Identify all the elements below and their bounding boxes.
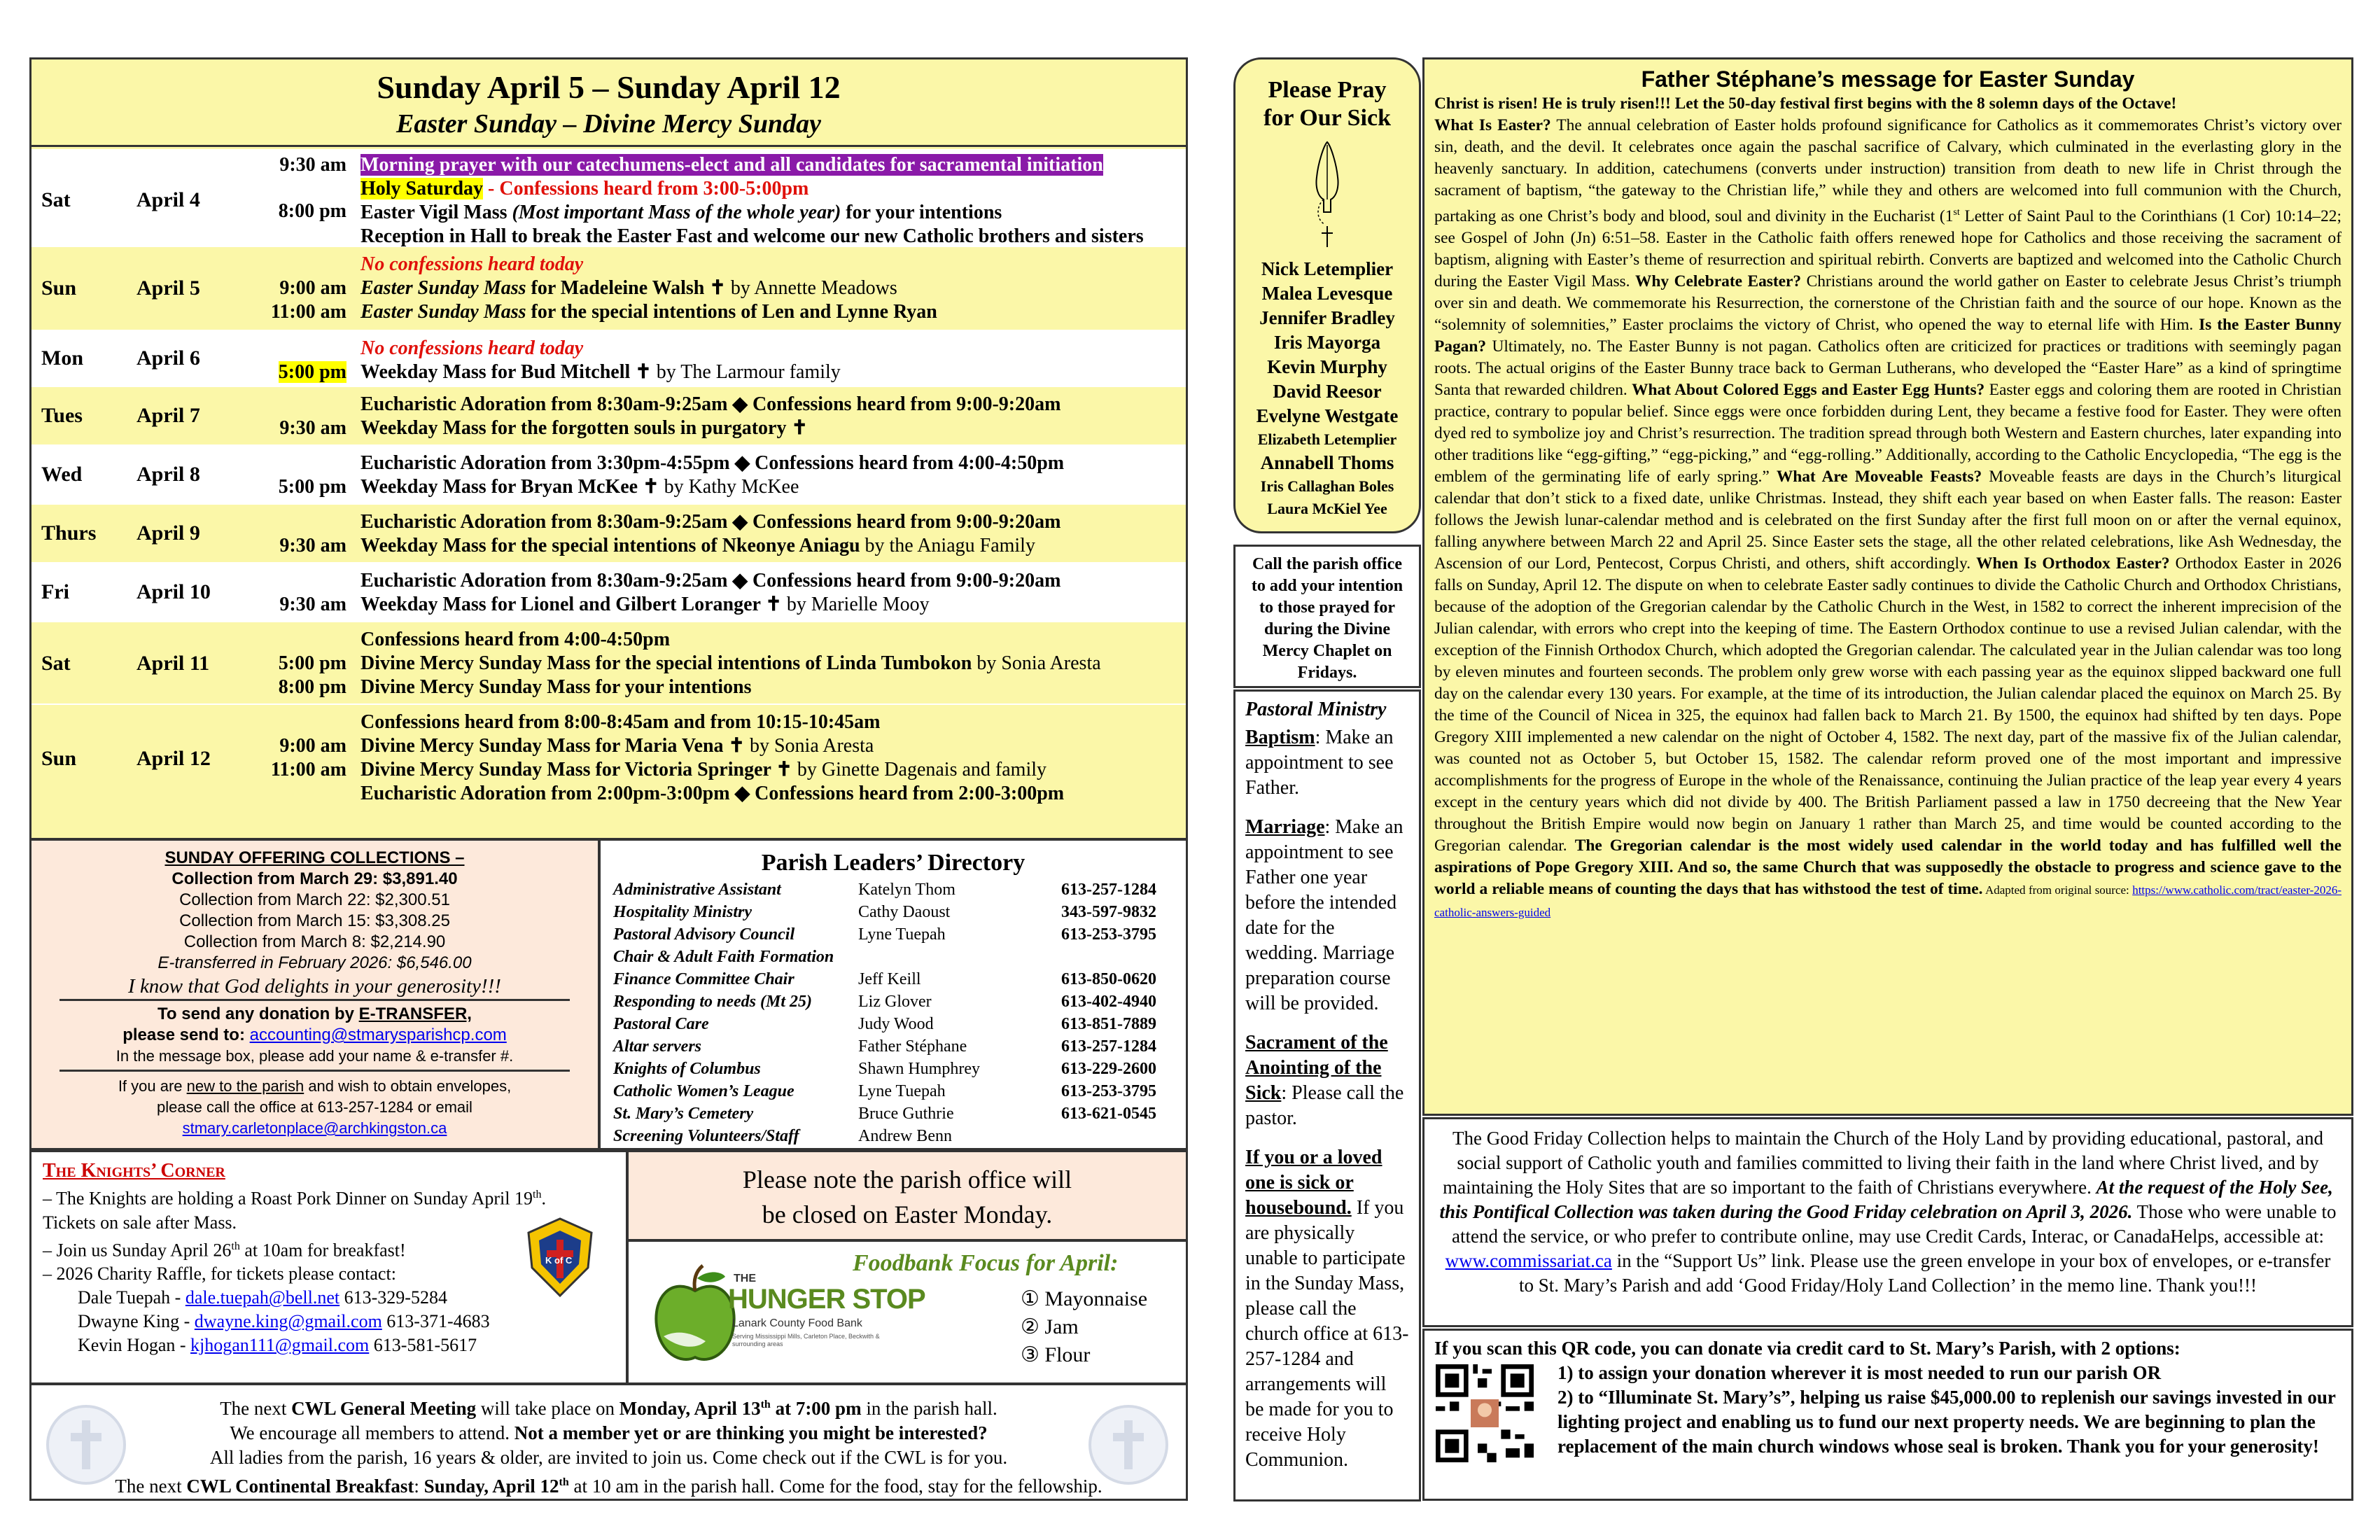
time xyxy=(241,360,346,384)
directory-name: Bruce Guthrie xyxy=(858,1105,954,1123)
sick-name: Nick Letemplier xyxy=(1261,258,1394,279)
date: April 7 xyxy=(136,404,200,427)
directory-role: Catholic Women’s League xyxy=(613,1082,794,1100)
question: What Are Moveable Feasts? xyxy=(1776,467,1982,486)
sick-name: Iris Callaghan Boles xyxy=(1260,477,1394,495)
offerings-box xyxy=(29,839,600,1150)
day: Sat xyxy=(41,188,71,211)
email-link[interactable]: kjhogan111@gmail.com xyxy=(190,1335,370,1356)
office-closed-notice xyxy=(626,1150,1188,1241)
directory-name: Judy Wood xyxy=(858,1015,934,1033)
event-text: Weekday Mass for Bryan McKee ✝ xyxy=(360,476,659,498)
day: Mon xyxy=(41,346,83,370)
schedule-row-sun-12 xyxy=(31,705,1186,810)
sup: th xyxy=(760,1399,771,1410)
event-text: by Annette Meadows xyxy=(725,277,897,299)
section-heading: If you or a loved one is sick or housebound. xyxy=(1245,1147,1382,1219)
event-text: Divine Mercy Sunday Mass for Maria Vena ✝ xyxy=(360,735,745,757)
events xyxy=(360,153,1186,248)
text: The next xyxy=(220,1398,292,1419)
directory-phone: 613-402-4940 xyxy=(1061,993,1156,1011)
directory-role: St. Mary’s Cemetery xyxy=(613,1105,754,1123)
event-text: for Madeleine Walsh ✝ xyxy=(526,277,726,299)
time: 8:00 pm xyxy=(278,200,346,222)
section-heading: Baptism xyxy=(1245,727,1315,748)
schedule-header xyxy=(31,59,1186,147)
generosity-quote: I know that God delights in your generosity!!! xyxy=(59,974,570,1001)
event-text: Eucharistic Adoration from 8:30am-9:25am ◆ Confessions heard from 9:00-9:20am xyxy=(360,511,1061,533)
section-heading: Sacrament of the Anointing of the Sick xyxy=(1245,1032,1388,1104)
time: 9:30 am xyxy=(279,594,346,615)
sick-names xyxy=(1236,257,1419,428)
events xyxy=(360,569,1186,617)
directory-row xyxy=(613,901,1173,923)
cwl-notice xyxy=(29,1383,1188,1501)
collection-line: Collection from March 8: $2,214.90 xyxy=(183,932,446,951)
sup: th xyxy=(559,1476,569,1488)
directory-row xyxy=(613,923,1173,946)
etransfer-heading xyxy=(31,1004,598,1025)
text: Orthodox Easter in 2026 falls on Sunday, April 12. The dispute on when to celebrate Easter sadly continues to divide the Catholic Church and Orthodox Christians, because of the adoption of the Gregorian calendar by the Catholic Church in the West, in 1582 to correct the inherent imprecision of the Julian calendar, with errors who crept into the keeping of time. The Eastern Orthodox continue to use a revised Julian calendar, with the exception of the Finnish Orthodox Church, which adopted the Gregorian calendar. The calculated year in the Julian calendar was too long by eleven minutes and fourteen seconds. The problem only grew worse with each passing year as the equinox slipped backward one full day on the calendar every 130 years. For example, at the time of its introduction, the Julian calendar placed the equinox on March 25. By the time of the Council of Nicea in 325, the equinox had fallen back to March 21. By 1500, the equinox had shifted by ten days. Pope Gregory XIII implemented a new calendar on the night of October 4, 1582. The next day, part of the massive fix of the Julian calendar, was counted not as October 5, but October 15, 1582. The calendar reform proved one of the most important and impressive accomplishments for the progress of Europe in the whole of the Renaissance, continuing the Julian practice of the leap year every 4 years except in the century years which did not divide by 400. The British Parliament passed a law in 1750 decreeing that the New Year throughout the British Empire would now begin on January 1 rather than March 25, and time would be counted according to the Gregorian calendar. xyxy=(1434,554,2342,855)
schedule-row-thu-9 xyxy=(31,505,1186,564)
directory-phone: 613-253-3795 xyxy=(1061,925,1156,944)
knights-line: – 2026 Charity Raffle, for tickets please contact: xyxy=(43,1264,396,1284)
date: April 11 xyxy=(136,652,210,675)
collection-line: Collection from March 29: $3,891.40 xyxy=(172,869,458,888)
anointing-section xyxy=(1245,1030,1409,1131)
events xyxy=(360,253,1186,324)
event-text: Eucharistic Adoration from 8:30am-9:25am ◆ Confessions heard from 9:00-9:20am xyxy=(360,393,1061,415)
directory-phone: 613-850-0620 xyxy=(1061,970,1156,988)
event-text: Morning prayer with our catechumens-elect and all candidates for sacramental initiation xyxy=(360,154,1103,176)
logo-the: THE xyxy=(734,1273,756,1284)
event-text: by Marielle Mooy xyxy=(781,594,930,615)
date: April 5 xyxy=(136,276,200,300)
pastoral-ministry xyxy=(1233,690,1421,1502)
text: 613-371-4683 xyxy=(382,1311,490,1332)
time: 11:00 am xyxy=(270,759,346,780)
event-text: Divine Mercy Sunday Mass for Victoria Springer ✝ xyxy=(360,759,792,780)
text: If you are physically unable to participate in the Sunday Mass, please call the church office at 613-257-1284 and arrangements will be made for you to receive Holy Communion. xyxy=(1245,1197,1409,1471)
day: Thurs xyxy=(41,522,97,545)
directory-role: Chair & Adult Faith Formation xyxy=(613,948,834,966)
event-text: Eucharistic Adoration from 3:30pm-4:55pm ◆ Confessions heard from 4:00-4:50pm xyxy=(360,452,1065,474)
directory-name xyxy=(858,946,1061,968)
events xyxy=(360,393,1186,440)
text: at 7:00 pm xyxy=(770,1398,862,1419)
text: CWL Continental Breakfast xyxy=(186,1476,414,1497)
notice-line: Please note the parish office will xyxy=(742,1166,1072,1194)
date: April 8 xyxy=(136,463,200,486)
commissariat-link[interactable]: www.commissariat.ca xyxy=(1445,1250,1612,1271)
logo-text: K of C xyxy=(545,1255,573,1266)
directory-name: Cathy Daoust xyxy=(858,903,951,921)
directory-role: Screening Volunteers/Staff xyxy=(613,1127,799,1145)
text: in the parish hall. xyxy=(861,1398,997,1419)
event-text: Holy Saturday xyxy=(360,178,484,200)
foodbank-focus xyxy=(626,1240,1188,1385)
date: April 4 xyxy=(136,188,200,211)
cwl-line xyxy=(31,1392,1186,1421)
marriage-section xyxy=(1245,815,1409,1016)
text: at 10 am in the parish hall. Come for the food, stay for the fellowship. xyxy=(568,1476,1102,1497)
new-parishioner-line xyxy=(31,1076,598,1097)
text: Letter of Saint Paul to the Corinthians (1 Cor) 10:14–22; see Gospel of John (Jn) 6:51–58. Easter in the Catholic faith offers renewed hope for Catholics and those receiving the sacrament of baptism, aligning with Easter’s theme of resurrection and spiritual rebirth. Converts are baptized and welcomed into the Catholic Church during the Easter Vigil Mass. xyxy=(1434,206,2342,290)
event-text: (Most important Mass of the whole year) xyxy=(512,202,841,223)
text: Ultimately, no. The Easter Bunny is not pagan. Catholics often are criticized for practices or traditions with seemingly pagan roots. The actual origins of the Easter Bunny trace back to German Lutherans, who developed the “Easter Hare” as a kind of springtime Santa that rewarded children. xyxy=(1434,337,2342,399)
schedule-subtitle: Easter Sunday – Divine Mercy Sunday xyxy=(396,109,821,139)
food-item: ① Mayonnaise xyxy=(1021,1287,1148,1310)
event-text: Divine Mercy Sunday Mass for your intentions xyxy=(360,676,752,698)
cwl-line xyxy=(31,1470,1186,1499)
text: Easter eggs and coloring them are rooted in Christian practice, contrary to popular belief. Since eggs were once forbidden during Lent, they became a festive food for Easter. They were often dyed red to symbolize joy and Christ’s resurrection. The tradition spread through both Western and Eastern churches, later expanding into other traditions like “egg-gifting,” “egg-picking,” and “egg-rolling.” Additionally, according to the Catholic Encyclopedia, “The egg is the emblem of the germinating life of early spring.” xyxy=(1434,380,2342,486)
text: new to the parish xyxy=(186,1077,304,1095)
directory-role: Pastoral Advisory Council xyxy=(613,925,795,944)
event-text: Easter Sunday Mass xyxy=(360,301,526,323)
pastoral-title: Pastoral Ministry xyxy=(1245,699,1387,720)
question: What About Colored Eggs and Easter Egg Hunts? xyxy=(1632,380,1985,399)
day: Sun xyxy=(41,276,77,300)
text: The annual celebration of Easter holds profound significance for Catholics as it commemorates Christ’s victory over sin, death, and the devil. It celebrates once again the paschal sacrifice of Calvary, which culminated in the everlasting glory in the heavenly sanctuary. In addition, catechumens (converts under instruction) transition from death to new life in Christ through the sacrament of baptism, “the gateway to the Christian life,” while they and others are welcomed into full communion with the Church, partaking as one Christ’s body and blood, soul and divinity in the Eucharist (1 xyxy=(1434,116,2342,225)
email-link[interactable]: dwayne.king@gmail.com xyxy=(194,1311,382,1332)
directory-name: Andrew Benn xyxy=(858,1127,952,1145)
send-line xyxy=(31,1025,598,1046)
day: Wed xyxy=(41,463,83,486)
qr-line: 1) to assign your donation wherever it is most needed to run our parish OR xyxy=(1558,1362,2162,1383)
date: April 9 xyxy=(136,522,200,545)
text: : Please call the pastor. xyxy=(1245,1082,1404,1129)
section-heading: Marriage xyxy=(1245,816,1325,838)
question: When Is Orthodox Easter? xyxy=(1976,554,2170,573)
text: Kevin Hogan - xyxy=(78,1335,191,1356)
sick-name: Elizabeth Letemplier xyxy=(1257,430,1397,448)
directory-phone: 613-621-0545 xyxy=(1061,1105,1156,1123)
text: The Good Friday Collection helps to maintain the Church of the Holy Land by providing educational, pastoral, and social support of Catholic youth and families committed to living their faith in the land where Christ lived, and by maintaining the Holy Sites that are so important to the faith of Christians everywhere. xyxy=(1443,1128,2323,1198)
event-text: Reception in Hall to break the Easter Fast and welcome our new Catholic brothers and sisters xyxy=(360,225,1144,247)
event-text: - xyxy=(483,178,500,200)
directory-role: Knights of Columbus xyxy=(613,1060,761,1078)
question: Why Celebrate Easter? xyxy=(1635,272,1802,290)
conclusion: The Gregorian calendar is the most widely used calendar in the world today and has fulfilled well the aspirations of Pope Gregory XIII. And so, the same Church that was supposedly the obstacle to progress and science gave to the world a reliable means of counting the days that has withstood the test of time. xyxy=(1434,836,2342,898)
etransfer-word: E-TRANSFER, xyxy=(358,1004,472,1023)
date: April 10 xyxy=(136,580,211,603)
event-text: by Sonia Aresta xyxy=(744,735,874,757)
send-label: please send to: xyxy=(122,1026,250,1044)
directory-name: Lyne Tuepah xyxy=(858,1082,946,1100)
sup: st xyxy=(1953,207,1960,218)
text: CWL General Meeting xyxy=(291,1398,477,1419)
food-item: ② Jam xyxy=(1021,1315,1079,1338)
event-text: Confessions heard from 3:00-5:00pm xyxy=(499,178,809,200)
directory-name: Shawn Humphrey xyxy=(858,1060,980,1078)
text: Sunday, April 12 xyxy=(424,1476,559,1497)
event-text: Eucharistic Adoration from 2:00pm-3:00pm ◆ Confessions heard from 2:00-3:00pm xyxy=(360,783,1065,804)
email-text[interactable]: stmary.carletonplace@archkingston.ca xyxy=(182,1119,447,1137)
sick-name: Kevin Murphy xyxy=(1267,356,1387,377)
etransfer-text: To send any donation by xyxy=(158,1004,359,1023)
events xyxy=(360,628,1186,699)
directory-row xyxy=(613,968,1173,990)
text: : Make an appointment to see Father. xyxy=(1245,727,1394,799)
day: Sat xyxy=(41,652,71,675)
text: 613-329-5284 xyxy=(340,1287,447,1308)
directory-role: Administrative Assistant xyxy=(613,881,781,899)
time: 9:30 am xyxy=(279,417,346,439)
event-text: Weekday Mass for the forgotten souls in purgatory ✝ xyxy=(360,417,808,439)
pray-title: Please Pray xyxy=(1268,77,1387,103)
text: Dwayne King - xyxy=(78,1311,195,1332)
time: 11:00 am xyxy=(270,301,346,323)
call-office-line: please call the office at 613-257-1284 or email xyxy=(157,1098,472,1116)
foodbank-items xyxy=(1021,1285,1147,1369)
hunger-stop-logo xyxy=(650,1263,925,1375)
event-text: by The Larmour family xyxy=(651,361,841,383)
event-text: for the special intentions of Len and Lynne Ryan xyxy=(526,301,937,323)
event-text: No confessions heard today xyxy=(360,253,584,275)
directory-row xyxy=(613,990,1173,1013)
directory-phone: 613-253-3795 xyxy=(1061,1082,1156,1100)
directory-row xyxy=(613,1102,1173,1125)
event-text: Weekday Mass for Lionel and Gilbert Loranger ✝ xyxy=(360,594,782,615)
directory-row xyxy=(613,946,1173,968)
knights-of-columbus-logo xyxy=(522,1215,598,1299)
accounting-email-link[interactable]: accounting@stmarysparishcp.com xyxy=(249,1026,507,1044)
time: 5:00 pm xyxy=(278,652,346,674)
directory-role: Responding to needs (Mt 25) xyxy=(613,993,813,1011)
event-text: by Ginette Dagenais and family xyxy=(792,759,1047,780)
message-body xyxy=(1434,115,2342,923)
directory-phone: 613-851-7889 xyxy=(1061,1015,1156,1033)
day: Tues xyxy=(41,404,83,427)
source-link[interactable]: https://www.catholic.com/tract/easter-2026-catholic-answers-guided xyxy=(1434,883,2342,919)
cwl-line: All ladies from the parish, 16 years & older, are invited to join us. Come check out if the CWL is for you. xyxy=(209,1447,1008,1468)
text: If you are xyxy=(118,1077,187,1095)
directory-rows xyxy=(613,878,1173,1147)
text: at 10am for breakfast! xyxy=(239,1240,406,1261)
events xyxy=(360,710,1186,806)
text: At the request of the Holy See, this Pontifical Collection was taken during the Good Friday celebration on April 3, 2026. xyxy=(1439,1177,2333,1222)
time-highlight: 5:00 pm xyxy=(278,361,346,383)
event-text: by Sonia Aresta xyxy=(972,652,1101,674)
events xyxy=(360,451,1186,499)
directory-name: Jeff Keill xyxy=(858,970,921,988)
text: Christians around the world gather on Easter to celebrate Jesus Christ’s triumph over sin and death. We commemorate his Resurrection, the cornerstone of the Christian faith and the source of our hope. Known as the “solemnity of solemnities,” Easter proclaims the victory of Christ, who opened the way to eternal life with Him. xyxy=(1434,272,2342,334)
event-text: by the Aniagu Family xyxy=(860,535,1035,556)
directory-role: Hospitality Ministry xyxy=(613,903,752,921)
text: in the “Support Us” link. Please use the green envelope in your box of envelopes, or e-transfer to St. Mary’s Parish and add ‘Good Friday/Holy Land Collection’ in the memo line. Thank you!!! xyxy=(1518,1250,2331,1296)
mass-schedule xyxy=(29,57,1188,840)
qr-line: 2) to “Illuminate St. Mary’s”, helping us raise $45,000.00 to replenish our savings invested in our lighting project and enabling us to fund our next property needs. We are beginning to plan the replacement of the main church windows whose seal is broken. Thank you for your generosity! xyxy=(1558,1387,2336,1457)
etransfer-total: E-transferred in February 2026: $6,546.00 xyxy=(158,953,472,972)
message-opening: Christ is risen! He is truly risen!!! Let the 50-day festival first begins with the 8 solemn days of the Octave! xyxy=(1434,94,2177,113)
directory-name: Katelyn Thom xyxy=(858,881,955,899)
schedule-row-mon-6 xyxy=(31,331,1186,387)
offerings-title: SUNDAY OFFERING COLLECTIONS – xyxy=(164,848,465,867)
qr-donation xyxy=(1422,1329,2353,1501)
event-text: Easter Vigil Mass xyxy=(360,202,512,223)
collection-line: Collection from March 22: $2,300.51 xyxy=(179,890,450,909)
raffle-contact xyxy=(43,1310,615,1334)
sup: th xyxy=(231,1240,240,1252)
event-text: Confessions heard from 4:00-4:50pm xyxy=(360,629,671,650)
logo-main: HUNGER STOP xyxy=(728,1284,925,1315)
schedule-row-sat-4 xyxy=(31,149,1186,247)
cwl-line xyxy=(31,1421,1186,1446)
time: 9:30 am xyxy=(279,535,346,556)
text: . xyxy=(541,1188,546,1209)
events xyxy=(360,510,1186,558)
qr-line: If you scan this QR code, you can donate via credit card to St. Mary’s Parish, with 2 options: xyxy=(1434,1338,2180,1359)
date: April 6 xyxy=(136,346,200,370)
event-text: Divine Mercy Sunday Mass for the special intentions of Linda Tumbokon xyxy=(360,652,972,674)
parish-email-link[interactable] xyxy=(31,1118,598,1139)
day: Sun xyxy=(41,747,77,770)
text: Those who were unable to attend the service, or who prefer to contribute online, may use Credit Cards, Interac, or CanadaHelps, accessible at: xyxy=(1451,1201,2337,1247)
directory-row xyxy=(613,1013,1173,1035)
event-text: Easter Sunday Mass xyxy=(360,277,526,299)
sick-name: Malea Levesque xyxy=(1261,283,1393,304)
sick-name: David Reesor xyxy=(1273,381,1382,402)
parish-leaders-directory xyxy=(598,839,1188,1150)
knights-line: Tickets on sale after Mass. xyxy=(43,1212,237,1233)
text: Dale Tuepah - xyxy=(78,1287,186,1308)
event-text: Confessions heard from 8:00-8:45am and from 10:15-10:45am xyxy=(360,711,881,733)
directory-role: Altar servers xyxy=(613,1037,701,1056)
event-text: Eucharistic Adoration from 8:30am-9:25am ◆ Confessions heard from 9:00-9:20am xyxy=(360,570,1061,592)
schedule-row-sun-5 xyxy=(31,247,1186,331)
text: : xyxy=(414,1476,424,1497)
text: – Join us Sunday April 26 xyxy=(43,1240,232,1261)
events xyxy=(360,337,1186,384)
text: The next xyxy=(115,1476,187,1497)
pray-title: for Our Sick xyxy=(1264,105,1391,131)
directory-phone: 343-597-9832 xyxy=(1061,903,1156,921)
text: We encourage all members to attend. xyxy=(230,1422,514,1443)
schedule-row-sat-11 xyxy=(31,622,1186,705)
schedule-row-tue-7 xyxy=(31,387,1186,446)
sick-name: Evelyne Westgate xyxy=(1256,405,1399,426)
text: 613-581-5617 xyxy=(369,1335,477,1356)
directory-row xyxy=(613,1058,1173,1080)
event-text: No confessions heard today xyxy=(360,337,584,359)
knights-line xyxy=(43,1183,615,1211)
directory-phone: 613-229-2600 xyxy=(1061,1060,1156,1078)
father-message xyxy=(1422,57,2353,1116)
directory-role: Pastoral Care xyxy=(613,1015,709,1033)
sick-name: Iris Mayorga xyxy=(1273,332,1381,353)
question: Is the Easter Bunny Pagan? xyxy=(1434,315,2342,356)
sick-name: Annabell Thoms xyxy=(1260,452,1394,473)
date: April 12 xyxy=(136,747,211,770)
text: Monday, April 13 xyxy=(619,1398,761,1419)
directory-phone: 613-257-1284 xyxy=(1061,1037,1156,1056)
sick-name: Laura McKiel Yee xyxy=(1267,500,1387,517)
question: What Is Easter? xyxy=(1434,116,1551,134)
text: : Make an appointment to see Father one year before the intended date for the wedding. Marriage preparation course will be provided. xyxy=(1245,816,1404,1014)
pray-for-sick xyxy=(1233,57,1421,533)
event-text: Weekday Mass for the special intentions of Nkeonye Aniagu xyxy=(360,535,860,556)
schedule-row-fri-10 xyxy=(31,564,1186,622)
logo-sub: Lanark County Food Bank xyxy=(732,1317,862,1329)
message-box-note: In the message box, please add your name & e-transfer #. xyxy=(59,1046,570,1072)
event-text: Weekday Mass for Bud Mitchell ✝ xyxy=(360,361,652,383)
directory-name: Liz Glover xyxy=(858,993,932,1011)
time: 5:00 pm xyxy=(278,476,346,498)
text: and wish to obtain envelopes, xyxy=(304,1077,512,1095)
foodbank-title: Foodbank Focus for April: xyxy=(853,1250,1119,1276)
time: 8:00 pm xyxy=(278,676,346,698)
apple-icon xyxy=(650,1263,741,1368)
day: Fri xyxy=(41,580,69,603)
directory-row xyxy=(613,1125,1173,1147)
sup: th xyxy=(533,1189,542,1200)
source-label: Adapted from original source: xyxy=(1982,883,2133,897)
schedule-title: Sunday April 5 – Sunday April 12 xyxy=(377,69,841,105)
time: 9:00 am xyxy=(279,735,346,757)
schedule-row-wed-8 xyxy=(31,446,1186,505)
time: 9:30 am xyxy=(279,154,346,176)
directory-name: Lyne Tuepah xyxy=(858,925,946,944)
sick-section xyxy=(1245,1145,1409,1473)
food-item: ③ Flour xyxy=(1021,1343,1091,1366)
text: will take place on xyxy=(476,1398,620,1419)
message-title: Father Stéphane’s message for Easter Sunday xyxy=(1641,66,2135,92)
time: 9:00 am xyxy=(279,277,346,299)
baptism-section xyxy=(1245,725,1409,801)
call-parish-note: Call the parish office to add your intention to those prayed for during the Divine Mercy Chaplet on Fridays. xyxy=(1233,545,1421,688)
raffle-contact xyxy=(43,1334,615,1357)
event-text: by Kathy McKee xyxy=(659,476,799,498)
notice-line: be closed on Easter Monday. xyxy=(762,1200,1053,1228)
directory-name: Father Stéphane xyxy=(858,1037,967,1056)
knights-corner xyxy=(29,1150,628,1385)
text: – The Knights are holding a Roast Pork Dinner on Sunday April 19 xyxy=(43,1188,533,1209)
directory-row xyxy=(613,1035,1173,1058)
text: Moveable feasts are days in the Church’s liturgical calendar that don’t stick to a fixed date, unlike Christmas. Instead, they shift each year based on when Easter falls. The reason: Easter follows the Jewish lunar-calendar method and is celebrated on the first Sunday after the first full moon on or after the vernal equinox, falling anywhere between March 22 and April 25. Since Easter sets the stage, all the other related celebrations, like Ash Wednesday, the Ascension of our Lord, Pentecost, Corpus Christi, and others, shift accordingly. xyxy=(1434,467,2342,573)
directory-phone: 613-257-1284 xyxy=(1061,881,1156,899)
text: Not a member yet or are thinking you might be interested? xyxy=(514,1422,988,1443)
knights-title: The Knights’ Corner xyxy=(43,1160,225,1182)
logo-small: Serving Mississippi Mills, Carleton Place, Beckwith & surrounding areas xyxy=(732,1333,880,1348)
qr-code-icon[interactable] xyxy=(1436,1364,1534,1462)
directory-title: Parish Leaders’ Directory xyxy=(761,850,1026,876)
directory-role: Finance Committee Chair xyxy=(613,970,794,988)
sick-name: Jennifer Bradley xyxy=(1259,307,1395,328)
event-text: for your intentions xyxy=(841,202,1002,223)
good-friday-collection xyxy=(1422,1117,2353,1327)
collection-line: Collection from March 15: $3,308.25 xyxy=(179,911,450,930)
directory-row xyxy=(613,878,1173,901)
directory-row xyxy=(613,1080,1173,1102)
praying-hands-icon xyxy=(1303,135,1352,254)
email-link[interactable]: dale.tuepah@bell.net xyxy=(185,1287,340,1308)
